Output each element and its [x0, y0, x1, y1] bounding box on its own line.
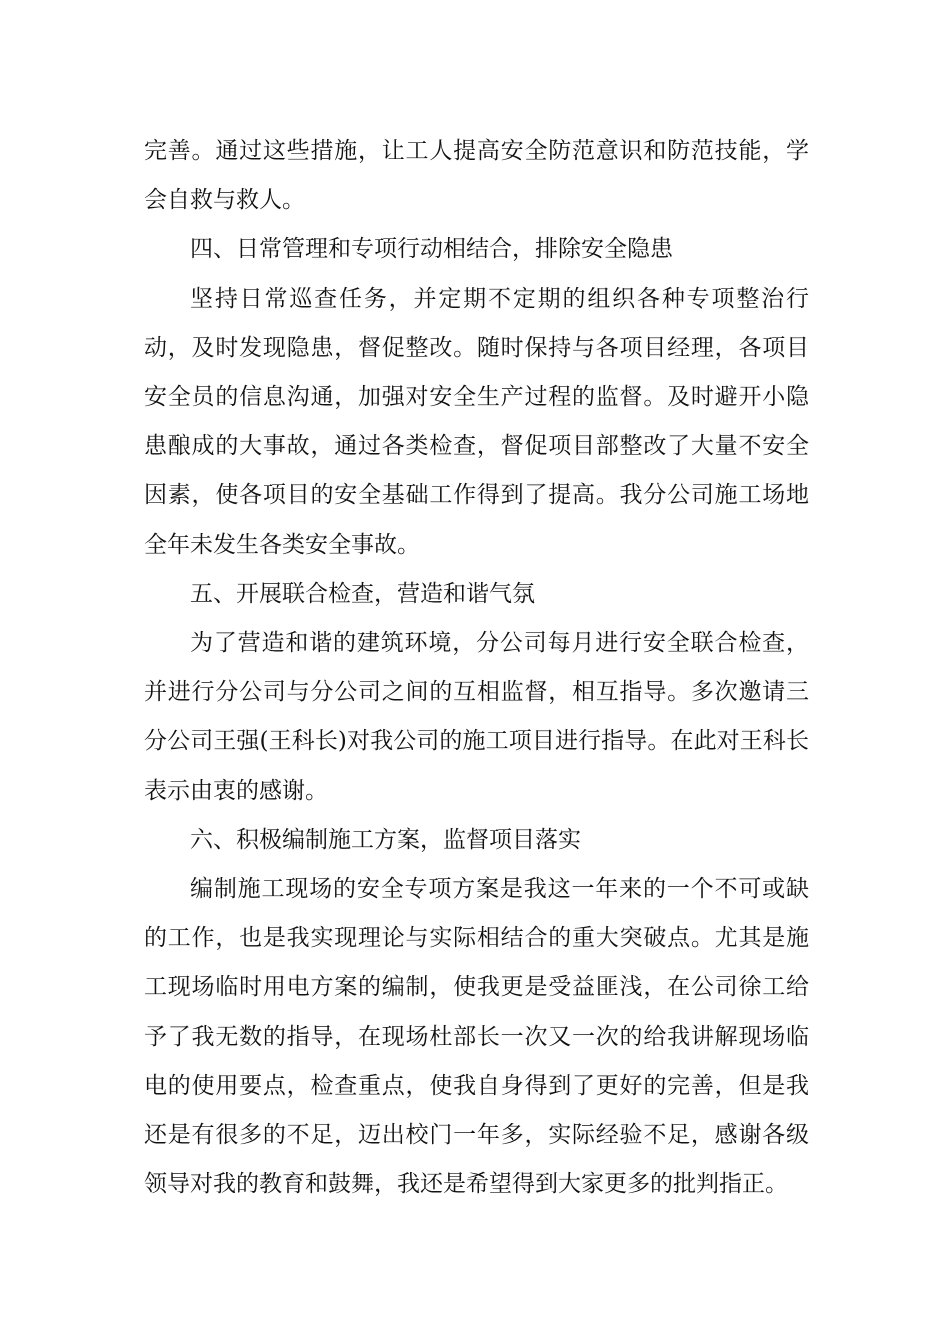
- paragraph-section-6: 编制施工现场的安全专项方案是我这一年来的一个不可或缺的工作，也是我实现理论与实际相结合的重大突破点。尤其是施工现场临时用电方案的编制，使我更是受益匪浅，在公司徐工给予了我无数的指导，在现场杜部长一次又一次的给我讲解现场临电的使用要点，检查重点，使我自身得到了更好的完善，但是我还是有很多的不足，迈出校门一年多，实际经验不足，感谢各级领导对我的教育和鼓舞，我还是希望得到大家更多的批判指正。: [144, 876, 809, 1198]
- paragraph-section-5: 为了营造和谐的建筑环境，分公司每月进行安全联合检查，并进行分公司与分公司之间的互相监督，相互指导。多次邀请三分公司王强(王科长)对我公司的施工项目进行指导。在此对王科长表示由衷的感谢。: [144, 630, 809, 804]
- section-heading-6: 六、积极编制施工方案，监督项目落实: [190, 826, 581, 853]
- section-heading-4: 四、日常管理和专项行动相结合，排除安全隐患: [190, 236, 673, 263]
- document-body: [144, 127, 809, 1209]
- section-heading-5: 五、开展联合检查，营造和谐气氛: [190, 580, 535, 607]
- paragraph-section-4: 坚持日常巡查任务，并定期不定期的组织各种专项整治行动，及时发现隐患，督促整改。随时保持与各项目经理，各项目安全员的信息沟通，加强对安全生产过程的监督。及时避开小隐患酿成的大事故，通过各类检查，督促项目部整改了大量不安全因素，使各项目的安全基础工作得到了提高。我分公司施工场地全年未发生各类安全事故。: [144, 285, 809, 558]
- paragraph-continuation: 完善。通过这些措施，让工人提高安全防范意识和防范技能，学会自救与救人。: [144, 138, 809, 214]
